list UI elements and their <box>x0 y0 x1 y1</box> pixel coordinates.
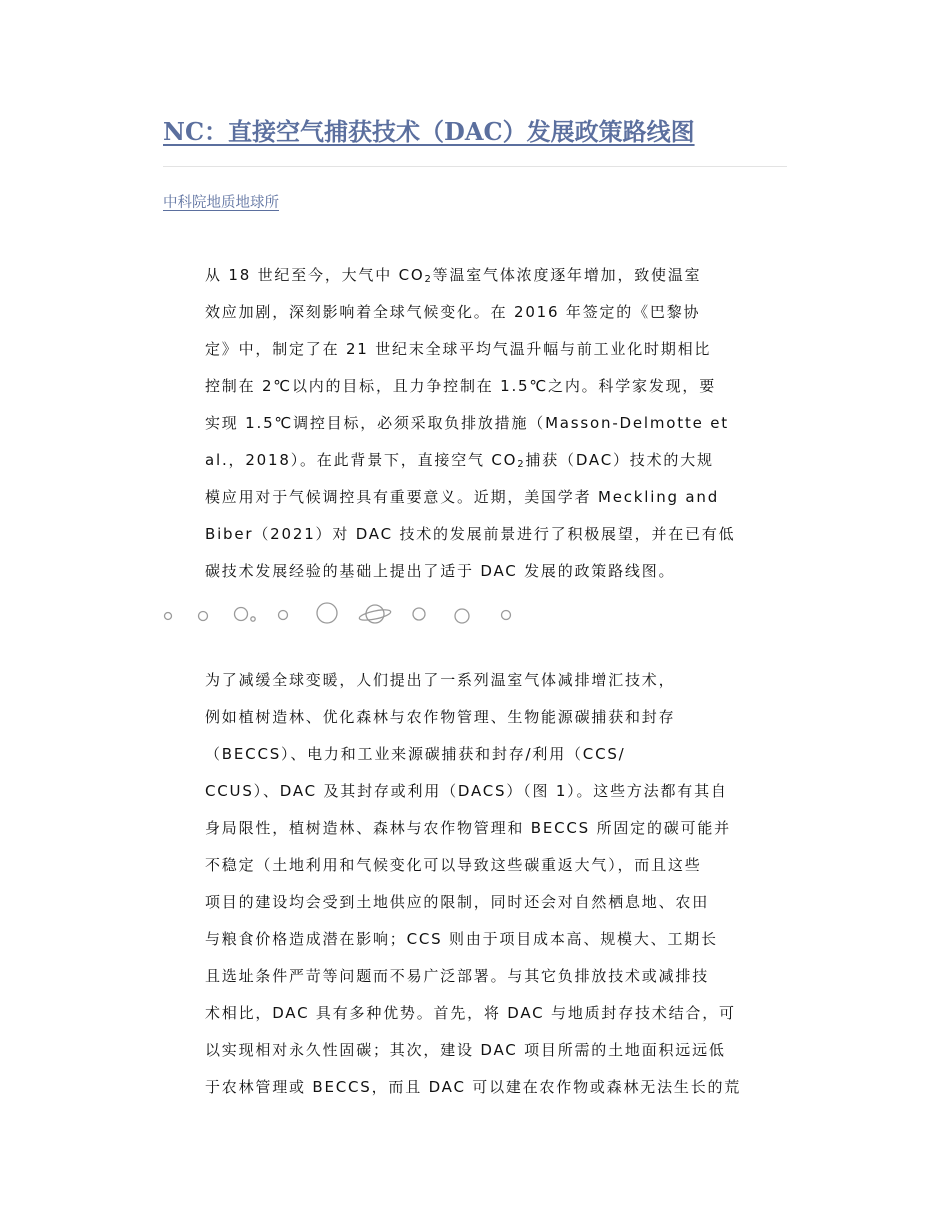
paragraph-line: 与粮食价格造成潜在影响；CCS 则由于项目成本高、规模大、工期长 <box>205 930 718 948</box>
paragraph-line: 项目的建设均会受到土地供应的限制，同时还会对自然栖息地、农田 <box>205 893 710 911</box>
source-link[interactable]: 中科院地质地球所 <box>163 195 279 211</box>
paragraph-line: 身局限性，植树造林、森林与农作物管理和 BECCS 所固定的碳可能并 <box>205 819 731 837</box>
paragraph-line: 效应加剧，深刻影响着全球气候变化。在 2016 年签定的《巴黎协 <box>205 303 701 321</box>
paragraph-line: 控制在 2℃以内的目标，且力争控制在 1.5℃之内。科学家发现，要 <box>205 377 717 395</box>
subscript: 2 <box>424 274 433 285</box>
text-span: al.，2018）。在此背景下，直接空气 CO <box>205 451 518 469</box>
text-span: 从 18 世纪至今，大气中 CO <box>205 266 425 284</box>
title-divider <box>163 166 787 167</box>
paragraph-line: 术相比，DAC 具有多种优势。首先，将 DAC 与地质封存技术结合，可 <box>205 1004 736 1022</box>
paragraph-line: 模应用对于气候调控具有重要意义。近期，美国学者 Meckling and <box>205 488 720 506</box>
paragraph-line: 定》中，制定了在 21 世纪末全球平均气温升幅与前工业化时期相比 <box>205 340 712 358</box>
paragraph-line: 为了减缓全球变暖，人们提出了一系列温室气体减排增汇技术， <box>205 671 676 689</box>
text-span: 等温室气体浓度逐年增加，致使温室 <box>432 266 702 284</box>
article-title[interactable]: NC：直接空气捕获技术（DAC）发展政策路线图 <box>163 117 695 146</box>
paragraph-line <box>169 442 787 479</box>
paragraph-line <box>169 257 787 294</box>
paragraph-line: 碳技术发展经验的基础上提出了适于 DAC 发展的政策路线图。 <box>205 562 676 580</box>
paragraph-dac-advantages <box>163 662 787 1106</box>
text-span: 捕获（DAC）技术的大规 <box>525 451 714 469</box>
paragraph-line: （BECCS）、电力和工业来源碳捕获和封存/利用（CCS/ <box>205 745 626 763</box>
bubble-planet-divider-icon <box>163 596 787 632</box>
paragraph-line: 且选址条件严苛等问题而不易广泛部署。与其它负排放技术或减排技 <box>205 967 710 985</box>
paragraph-intro <box>163 257 787 590</box>
paragraph-line: Biber（2021）对 DAC 技术的发展前景进行了积极展望，并在已有低 <box>205 525 736 543</box>
paragraph-line: 例如植树造林、优化森林与农作物管理、生物能源碳捕获和封存 <box>205 708 676 726</box>
article-page <box>163 110 787 1106</box>
paragraph-line: CCUS）、DAC 及其封存或利用（DACS）（图 1）。这些方法都有其自 <box>205 782 728 800</box>
paragraph-line: 以实现相对永久性固碳；其次，建设 DAC 项目所需的土地面积远远低 <box>205 1041 726 1059</box>
subscript: 2 <box>517 459 526 470</box>
paragraph-line: 不稳定（土地利用和气候变化可以导致这些碳重返大气），而且这些 <box>205 856 702 874</box>
paragraph-line: 实现 1.5℃调控目标，必须采取负排放措施（Masson-Delmotte et <box>205 414 729 432</box>
paragraph-line: 于农林管理或 BECCS，而且 DAC 可以建在农作物或森林无法生长的荒 <box>205 1078 742 1096</box>
